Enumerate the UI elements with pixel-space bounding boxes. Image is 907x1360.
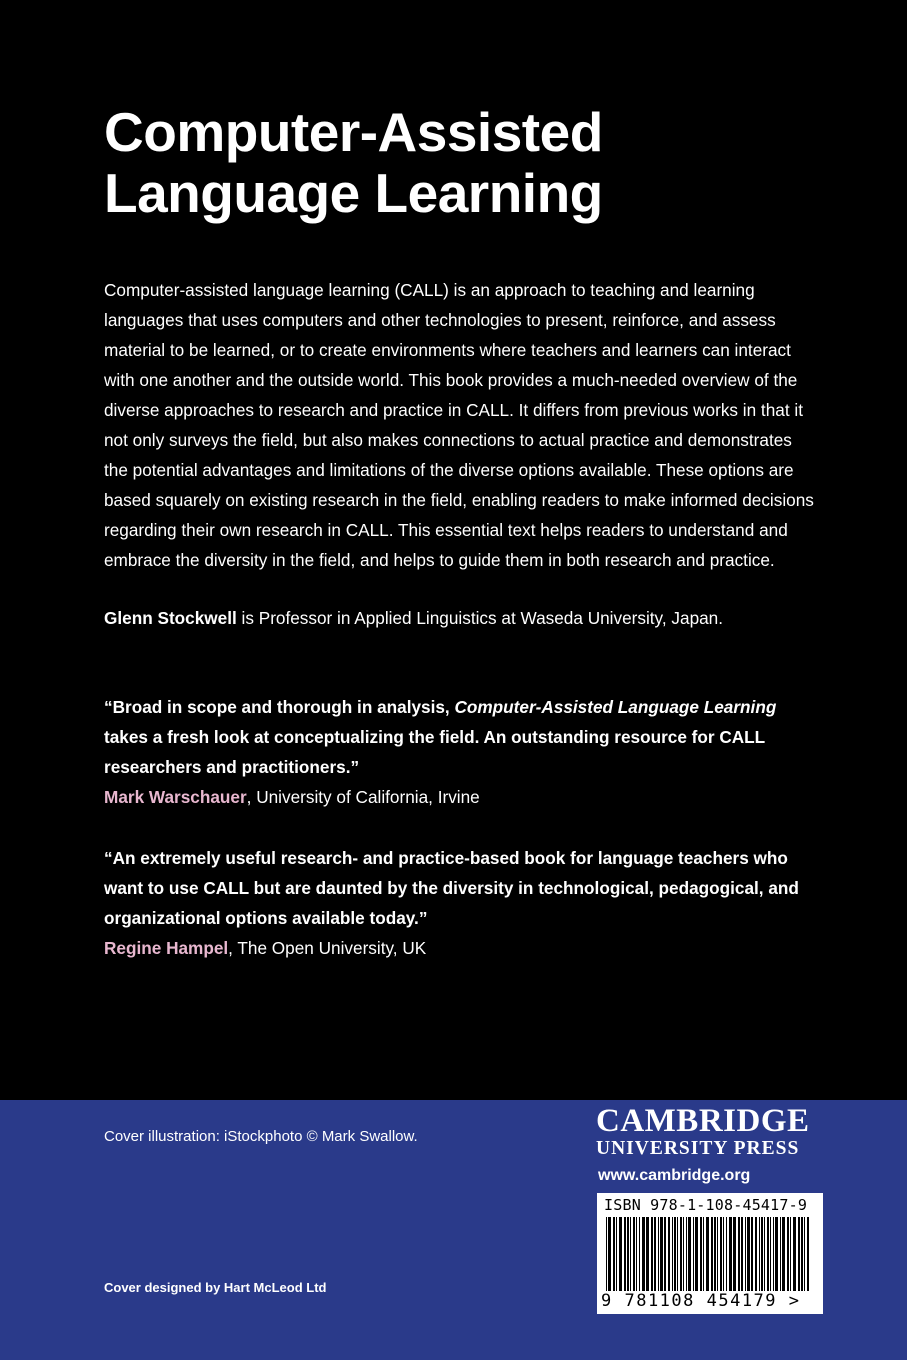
- barcode-bar: [693, 1217, 694, 1291]
- publisher-name: CAMBRIDGE: [596, 1103, 810, 1139]
- barcode-bar: [633, 1217, 635, 1291]
- book-title: [104, 102, 824, 224]
- review-2: [104, 843, 804, 963]
- barcode-bar: [664, 1217, 666, 1291]
- barcode-bar: [706, 1217, 709, 1291]
- barcode-bar: [782, 1217, 785, 1291]
- author-bio: [104, 603, 819, 633]
- barcode-bar: [658, 1217, 659, 1291]
- review-2-reviewer: Regine Hampel: [104, 938, 229, 958]
- barcode-bar: [807, 1217, 809, 1291]
- review-1-affiliation: , University of California, Irvine: [246, 787, 480, 807]
- isbn-label: ISBN 978-1-108-45417-9: [604, 1196, 808, 1214]
- review-1: [104, 692, 804, 812]
- review-2-attribution: [104, 933, 804, 963]
- barcode-bar: [775, 1217, 778, 1291]
- publisher-subtitle: UNIVERSITY PRESS: [596, 1138, 800, 1159]
- review-1-attribution: [104, 782, 804, 812]
- barcode-bar: [787, 1217, 789, 1291]
- barcode-bar: [720, 1217, 722, 1291]
- barcode-bar: [747, 1217, 750, 1291]
- barcode-bar: [773, 1217, 774, 1291]
- barcode-bar: [646, 1217, 649, 1291]
- book-description: Computer-assisted language learning (CALL) is an approach to teaching and learning languages that uses computers and other technologies to present, reinforce, and assess material to be learned, or to create environments where teachers and learners can interact with one another and the outside world. This book provides a much-needed overview of the diverse approaches to research and practice in CALL. It differs from previous works in that it not only surveys the field, but also makes connections to actual practice and demonstrates the potential advantages and limitations of the diverse options available. These options are based squarely on existing research in the field, enabling readers to make informed decisions regarding their own research in CALL. This essential text helps readers to understand and embrace the diversity in the field, and helps to guide them in both research and practice.: [104, 280, 814, 570]
- illustration-credit: Cover illustration: iStockphoto © Mark Swallow.: [104, 1128, 418, 1145]
- review-1-quote-start: “Broad in scope and thorough in analysis,: [104, 697, 455, 717]
- barcode-bar: [726, 1217, 727, 1291]
- barcode-bar: [674, 1217, 676, 1291]
- barcode-bar: [639, 1217, 640, 1291]
- barcode-bar: [711, 1217, 713, 1291]
- barcode-bar: [790, 1217, 791, 1291]
- review-1-quote-title: Computer-Assisted Language Learning: [454, 697, 777, 717]
- barcode-bar: [729, 1217, 732, 1291]
- barcode-bar: [770, 1217, 771, 1291]
- barcode-bar: [741, 1217, 743, 1291]
- barcode-bar: [654, 1217, 656, 1291]
- barcode-bar: [642, 1217, 645, 1291]
- barcode-bar: [613, 1217, 615, 1291]
- barcode-digits: 9 781108 454179 >: [601, 1291, 801, 1311]
- barcode-bar: [755, 1217, 757, 1291]
- barcode-bar: [686, 1217, 687, 1291]
- title-line-2: Language Learning: [104, 162, 603, 224]
- review-2-quote: “An extremely useful research- and practice-based book for language teachers who want to use CALL but are daunted by the diversity in technological, pedagogical, and organizational options available today.”: [104, 848, 799, 928]
- barcode-bar: [733, 1217, 736, 1291]
- barcode-image: [602, 1217, 816, 1291]
- review-1-quote-end: takes a fresh look at conceptualizing the field. An outstanding resource for CALL researchers and practitioners.”: [104, 727, 765, 777]
- barcode-bar: [703, 1217, 704, 1291]
- barcode-bar: [630, 1217, 631, 1291]
- author-name: Glenn Stockwell: [104, 608, 237, 628]
- isbn-barcode-panel: [597, 1193, 823, 1314]
- review-2-affiliation: , The Open University, UK: [228, 938, 427, 958]
- barcode-bar: [804, 1217, 805, 1291]
- barcode-bar: [767, 1217, 769, 1291]
- barcode-bar: [606, 1217, 607, 1291]
- barcode-bar: [723, 1217, 724, 1291]
- barcode-bar: [680, 1217, 682, 1291]
- review-1-reviewer: Mark Warschauer: [104, 787, 247, 807]
- barcode-bar: [700, 1217, 702, 1291]
- publisher-logo: [596, 1104, 836, 1160]
- barcode-bar: [738, 1217, 740, 1291]
- barcode-bar: [677, 1217, 678, 1291]
- barcode-bar: [780, 1217, 781, 1291]
- barcode-bar: [616, 1217, 617, 1291]
- barcode-bar: [801, 1217, 803, 1291]
- barcode-bar: [672, 1217, 673, 1291]
- barcode-bar: [636, 1217, 637, 1291]
- barcode-bar: [717, 1217, 718, 1291]
- barcode-bar: [627, 1217, 629, 1291]
- barcode-bar: [761, 1217, 763, 1291]
- barcode-bar: [668, 1217, 670, 1291]
- barcode-bar: [759, 1217, 760, 1291]
- author-bio-text: is Professor in Applied Linguistics at Waseda University, Japan.: [236, 608, 724, 628]
- design-credit: Cover designed by Hart McLeod Ltd: [104, 1280, 327, 1295]
- barcode-bar: [651, 1217, 653, 1291]
- barcode-bar: [660, 1217, 663, 1291]
- barcode-bar: [624, 1217, 626, 1291]
- title-line-1: Computer-Assisted: [104, 101, 603, 163]
- barcode-bar: [751, 1217, 753, 1291]
- barcode-bar: [619, 1217, 622, 1291]
- barcode-bar: [683, 1217, 684, 1291]
- barcode-bar: [695, 1217, 698, 1291]
- barcode-bar: [714, 1217, 716, 1291]
- barcode-bar: [745, 1217, 746, 1291]
- barcode-bar: [793, 1217, 796, 1291]
- barcode-bar: [688, 1217, 691, 1291]
- publisher-url: www.cambridge.org: [598, 1167, 751, 1184]
- barcode-bar: [764, 1217, 765, 1291]
- barcode-bar: [798, 1217, 800, 1291]
- barcode-bar: [608, 1217, 611, 1291]
